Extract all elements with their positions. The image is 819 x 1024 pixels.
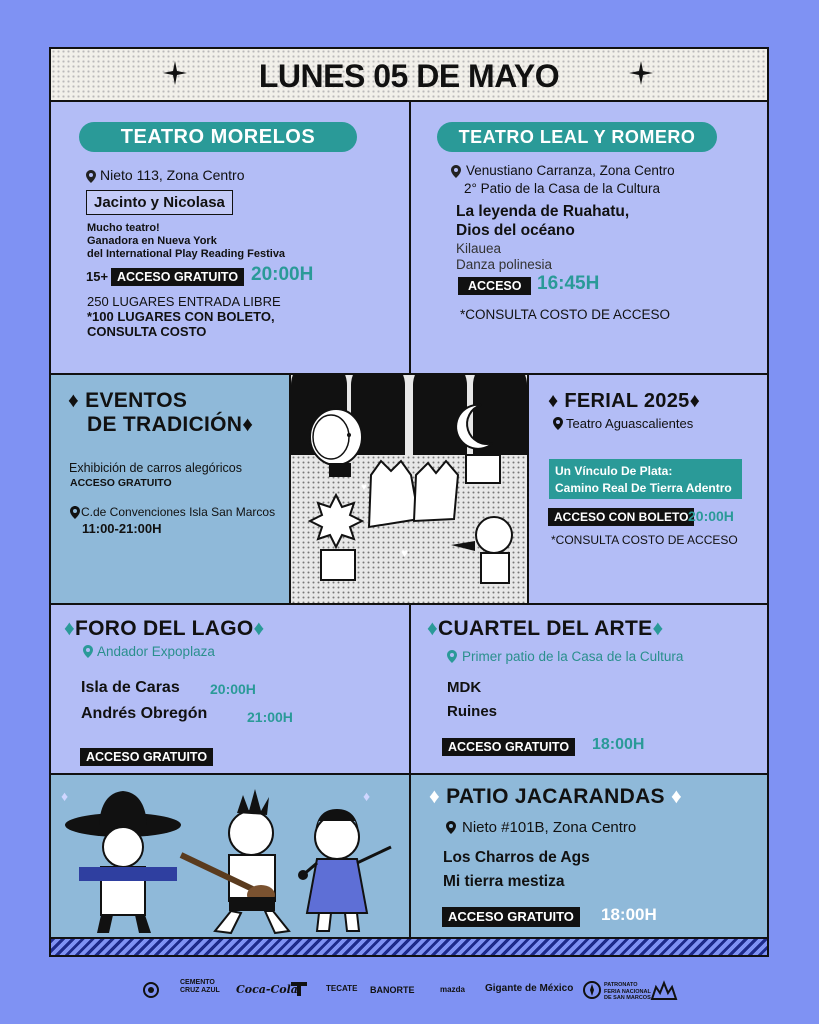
foro-del-lago-section bbox=[51, 605, 409, 773]
sponsor-logo: CEMENTO CRUZ AZUL bbox=[180, 979, 220, 994]
diamond-icon: ♦ bbox=[689, 390, 701, 412]
svg-text:♥: ♥ bbox=[361, 482, 367, 493]
teatro-leal-section bbox=[411, 102, 767, 373]
event-place: Teatro Aguascalientes bbox=[566, 416, 694, 431]
section-title: ♦FORO DEL LAGO♦ bbox=[64, 617, 265, 640]
access-badge: ACCESO GRATUITO bbox=[442, 907, 580, 927]
illustration-musicians bbox=[51, 775, 409, 937]
show-description: Mucho teatro! bbox=[87, 222, 160, 234]
event-description: Exhibición de carros alegóricos bbox=[69, 461, 243, 475]
location-pin-icon bbox=[70, 506, 80, 519]
diamond-icon: ♦ bbox=[429, 785, 441, 808]
musicians-illustration bbox=[51, 775, 409, 937]
decorative-stripe bbox=[51, 939, 767, 955]
act-time: 21:00H bbox=[247, 709, 293, 725]
sponsor-logo: PATRONATO FERIA NACIONAL DE SAN MARCOS bbox=[604, 982, 651, 1001]
act-name: Mi tierra mestiza bbox=[443, 873, 565, 890]
ticket-note: *100 LUGARES CON BOLETO, bbox=[87, 309, 275, 324]
sponsor-seal-icon bbox=[143, 982, 159, 998]
venue-address: 2° Patio de la Casa de la Cultura bbox=[464, 181, 661, 196]
show-title: La leyenda de Ruahatu, bbox=[456, 203, 630, 220]
access-badge: ACCESO GRATUITO bbox=[80, 748, 213, 766]
location-pin-icon bbox=[451, 165, 461, 178]
sponsor-logo-icon bbox=[291, 982, 307, 996]
act-name: MDK bbox=[447, 679, 482, 696]
event-time: 11:00-21:00H bbox=[82, 521, 162, 536]
show-title: Dios del océano bbox=[456, 222, 575, 239]
section-title: ♦CUARTEL DEL ARTE♦ bbox=[427, 617, 664, 640]
act-time: 20:00H bbox=[210, 681, 256, 697]
location-pin-icon bbox=[86, 170, 96, 183]
section-title: ♦ EVENTOS bbox=[68, 389, 188, 412]
access-badge: ACCESO bbox=[458, 277, 531, 295]
show-subtitle: Kilauea bbox=[456, 241, 502, 256]
sponsor-logo: Gigante de México bbox=[485, 983, 574, 994]
access-badge: ACCESO GRATUITO bbox=[442, 738, 575, 756]
venue-address: Nieto 113, Zona Centro bbox=[100, 167, 245, 183]
svg-text:♥: ♥ bbox=[401, 546, 409, 560]
capacity-note: 250 LUGARES ENTRADA LIBRE bbox=[87, 294, 281, 309]
sponsor-seal-icon bbox=[583, 981, 601, 999]
ferial-section bbox=[529, 375, 767, 603]
sponsor-logo: Coca-Cola bbox=[236, 983, 298, 996]
location-pin-icon bbox=[553, 417, 563, 430]
show-description: del International Play Reading Festiva bbox=[87, 248, 286, 260]
access-badge: ACCESO CON BOLETO bbox=[548, 508, 694, 526]
sponsor-logo: BANORTE bbox=[370, 985, 415, 995]
act-name: Ruines bbox=[447, 703, 498, 720]
sponsor-logo: TECATE bbox=[326, 984, 358, 993]
age-rating: 15+ bbox=[86, 269, 109, 284]
event-place: Nieto #101B, Zona Centro bbox=[462, 819, 637, 836]
diamond-icon: ♦ bbox=[68, 389, 80, 412]
patio-jacarandas-section bbox=[411, 775, 767, 937]
show-title: Jacinto y Nicolasa bbox=[86, 190, 233, 215]
show-description: Ganadora en Nueva York bbox=[87, 235, 217, 247]
ticket-note: CONSULTA COSTO bbox=[87, 324, 207, 339]
page-title: LUNES 05 DE MAYO bbox=[258, 58, 560, 94]
parade-illustration bbox=[291, 375, 527, 603]
illustration-parade bbox=[289, 375, 529, 603]
sponsor-logo: mazda bbox=[440, 985, 465, 994]
fair-logo-icon bbox=[650, 979, 678, 1001]
location-pin-icon bbox=[447, 650, 457, 663]
event-time: 20:00H bbox=[251, 264, 314, 285]
event-time: 16:45H bbox=[537, 273, 600, 294]
section-title: DE TRADICIÓN♦ bbox=[87, 413, 254, 436]
event-time: 20:00H bbox=[688, 508, 734, 524]
eventos-tradicion-section bbox=[51, 375, 289, 603]
act-name: Isla de Caras bbox=[81, 679, 180, 696]
section-title: ♦ PATIO JACARANDAS ♦ bbox=[429, 785, 683, 808]
event-time: 18:00H bbox=[592, 736, 645, 753]
poster bbox=[49, 47, 769, 957]
location-pin-icon bbox=[446, 821, 456, 834]
diamond-icon: ♦ bbox=[548, 390, 559, 412]
event-time: 18:00H bbox=[601, 905, 657, 924]
location-pin-icon bbox=[83, 645, 93, 658]
diamond-icon: ♦ bbox=[427, 617, 439, 640]
diamond-icon: ♦ bbox=[253, 617, 265, 640]
sparkle-icon bbox=[629, 61, 653, 85]
event-place: C.de Convenciones Isla San Marcos bbox=[81, 505, 276, 519]
diamond-icon: ♦ bbox=[652, 617, 664, 640]
show-title: Un Vínculo De Plata: bbox=[555, 464, 673, 478]
cost-note: *CONSULTA COSTO DE ACCESO bbox=[460, 307, 671, 322]
venue-address: Venustiano Carranza, Zona Centro bbox=[466, 163, 675, 178]
show-subtitle: Danza polinesia bbox=[456, 257, 553, 272]
event-place: Primer patio de la Casa de la Cultura bbox=[462, 649, 684, 664]
diamond-icon: ♦ bbox=[242, 413, 254, 436]
svg-text:♦: ♦ bbox=[363, 788, 371, 804]
access-note: ACCESO GRATUITO bbox=[70, 477, 172, 489]
section-title: ♦ FERIAL 2025♦ bbox=[548, 390, 701, 412]
show-title: Camino Real De Tierra Adentro bbox=[555, 481, 732, 495]
cuartel-del-arte-section bbox=[411, 605, 767, 773]
svg-text:♦: ♦ bbox=[61, 788, 69, 804]
diamond-icon: ♦ bbox=[64, 617, 76, 640]
access-badge: ACCESO GRATUITO bbox=[111, 268, 244, 286]
act-name: Los Charros de Ags bbox=[443, 849, 590, 866]
venue-title: TEATRO LEAL Y ROMERO bbox=[437, 122, 717, 152]
act-name: Andrés Obregón bbox=[81, 705, 208, 722]
teatro-morelos-section bbox=[51, 102, 409, 373]
header bbox=[51, 49, 767, 102]
diamond-icon: ♦ bbox=[671, 785, 683, 808]
event-place: Andador Expoplaza bbox=[97, 644, 215, 659]
venue-title: TEATRO MORELOS bbox=[79, 122, 357, 152]
cost-note: *CONSULTA COSTO DE ACCESO bbox=[551, 533, 738, 547]
